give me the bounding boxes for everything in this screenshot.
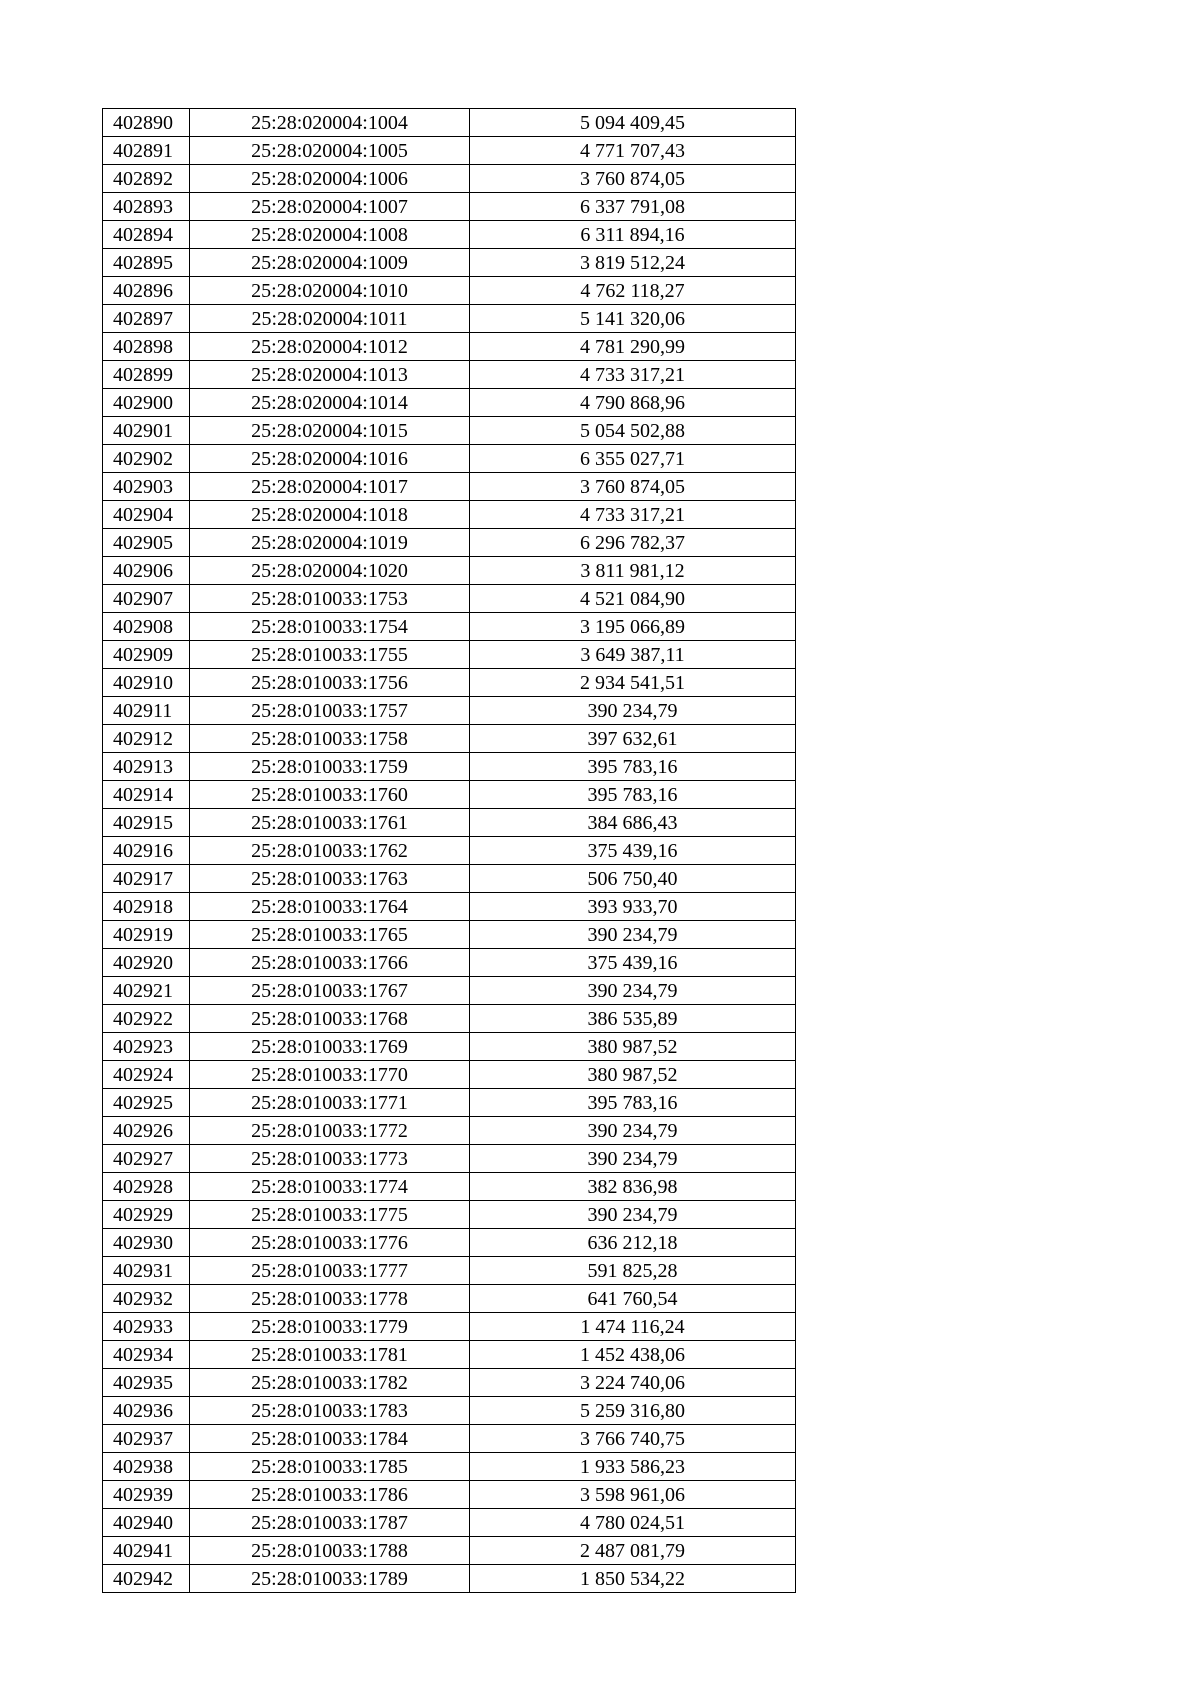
row-number-cell: 402890: [103, 109, 190, 137]
cadastral-value-cell: 5 054 502,88: [470, 417, 796, 445]
cadastral-number-cell: 25:28:010033:1785: [190, 1453, 470, 1481]
cadastral-value-cell: 3 195 066,89: [470, 613, 796, 641]
table-row: [103, 1341, 796, 1369]
table-row: [103, 1173, 796, 1201]
cadastral-value-cell: 4 781 290,99: [470, 333, 796, 361]
row-number-cell: 402911: [103, 697, 190, 725]
cadastral-number-cell: 25:28:010033:1761: [190, 809, 470, 837]
table-row: [103, 1257, 796, 1285]
table-row: [103, 221, 796, 249]
cadastral-number-cell: 25:28:010033:1775: [190, 1201, 470, 1229]
cadastral-number-cell: 25:28:010033:1756: [190, 669, 470, 697]
cadastral-number-cell: 25:28:010033:1764: [190, 893, 470, 921]
cadastral-value-cell: 1 850 534,22: [470, 1565, 796, 1593]
cadastral-number-cell: 25:28:020004:1010: [190, 277, 470, 305]
row-number-cell: 402930: [103, 1229, 190, 1257]
cadastral-number-cell: 25:28:020004:1005: [190, 137, 470, 165]
table-row: [103, 137, 796, 165]
cadastral-value-cell: 375 439,16: [470, 837, 796, 865]
cadastral-number-cell: 25:28:010033:1771: [190, 1089, 470, 1117]
table-row: [103, 165, 796, 193]
cadastral-value-cell: 591 825,28: [470, 1257, 796, 1285]
table-row: [103, 809, 796, 837]
row-number-cell: 402931: [103, 1257, 190, 1285]
row-number-cell: 402926: [103, 1117, 190, 1145]
cadastral-number-cell: 25:28:020004:1006: [190, 165, 470, 193]
row-number-cell: 402918: [103, 893, 190, 921]
cadastral-value-cell: 4 762 118,27: [470, 277, 796, 305]
cadastral-number-cell: 25:28:010033:1782: [190, 1369, 470, 1397]
row-number-cell: 402937: [103, 1425, 190, 1453]
table-row: [103, 1089, 796, 1117]
table-row: [103, 1537, 796, 1565]
cadastral-number-cell: 25:28:010033:1774: [190, 1173, 470, 1201]
cadastral-value-cell: 380 987,52: [470, 1033, 796, 1061]
table-row: [103, 1229, 796, 1257]
row-number-cell: 402922: [103, 1005, 190, 1033]
cadastral-number-cell: 25:28:010033:1787: [190, 1509, 470, 1537]
table-row: [103, 837, 796, 865]
cadastral-value-table: [102, 108, 796, 1593]
row-number-cell: 402892: [103, 165, 190, 193]
table-row: [103, 1397, 796, 1425]
cadastral-value-cell: 4 521 084,90: [470, 585, 796, 613]
row-number-cell: 402903: [103, 473, 190, 501]
table-row: [103, 557, 796, 585]
cadastral-value-cell: 3 811 981,12: [470, 557, 796, 585]
table-body: [103, 109, 796, 1593]
cadastral-value-cell: 397 632,61: [470, 725, 796, 753]
row-number-cell: 402893: [103, 193, 190, 221]
cadastral-number-cell: 25:28:020004:1014: [190, 389, 470, 417]
cadastral-value-cell: 3 766 740,75: [470, 1425, 796, 1453]
cadastral-number-cell: 25:28:010033:1755: [190, 641, 470, 669]
table-row: [103, 277, 796, 305]
table-row: [103, 753, 796, 781]
cadastral-value-cell: 3 649 387,11: [470, 641, 796, 669]
cadastral-value-cell: 4 780 024,51: [470, 1509, 796, 1537]
row-number-cell: 402899: [103, 361, 190, 389]
table-row: [103, 1565, 796, 1593]
cadastral-number-cell: 25:28:020004:1016: [190, 445, 470, 473]
row-number-cell: 402895: [103, 249, 190, 277]
row-number-cell: 402912: [103, 725, 190, 753]
table-row: [103, 977, 796, 1005]
cadastral-number-cell: 25:28:020004:1018: [190, 501, 470, 529]
cadastral-value-cell: 641 760,54: [470, 1285, 796, 1313]
row-number-cell: 402904: [103, 501, 190, 529]
cadastral-number-cell: 25:28:010033:1784: [190, 1425, 470, 1453]
table-row: [103, 921, 796, 949]
row-number-cell: 402916: [103, 837, 190, 865]
cadastral-value-cell: 390 234,79: [470, 977, 796, 1005]
cadastral-number-cell: 25:28:010033:1765: [190, 921, 470, 949]
row-number-cell: 402898: [103, 333, 190, 361]
cadastral-number-cell: 25:28:010033:1786: [190, 1481, 470, 1509]
cadastral-value-cell: 6 311 894,16: [470, 221, 796, 249]
table-row: [103, 361, 796, 389]
row-number-cell: 402908: [103, 613, 190, 641]
cadastral-value-cell: 380 987,52: [470, 1061, 796, 1089]
table-row: [103, 697, 796, 725]
cadastral-value-cell: 5 259 316,80: [470, 1397, 796, 1425]
cadastral-value-cell: 386 535,89: [470, 1005, 796, 1033]
table-row: [103, 893, 796, 921]
cadastral-number-cell: 25:28:010033:1779: [190, 1313, 470, 1341]
cadastral-value-cell: 6 337 791,08: [470, 193, 796, 221]
row-number-cell: 402919: [103, 921, 190, 949]
cadastral-value-cell: 6 355 027,71: [470, 445, 796, 473]
cadastral-number-cell: 25:28:010033:1772: [190, 1117, 470, 1145]
cadastral-number-cell: 25:28:020004:1007: [190, 193, 470, 221]
row-number-cell: 402896: [103, 277, 190, 305]
row-number-cell: 402935: [103, 1369, 190, 1397]
row-number-cell: 402905: [103, 529, 190, 557]
row-number-cell: 402901: [103, 417, 190, 445]
cadastral-value-cell: 4 771 707,43: [470, 137, 796, 165]
cadastral-value-cell: 390 234,79: [470, 1145, 796, 1173]
cadastral-value-cell: 1 452 438,06: [470, 1341, 796, 1369]
row-number-cell: 402929: [103, 1201, 190, 1229]
cadastral-value-cell: 3 598 961,06: [470, 1481, 796, 1509]
cadastral-number-cell: 25:28:010033:1759: [190, 753, 470, 781]
cadastral-value-cell: 395 783,16: [470, 781, 796, 809]
cadastral-value-cell: 5 141 320,06: [470, 305, 796, 333]
row-number-cell: 402921: [103, 977, 190, 1005]
row-number-cell: 402941: [103, 1537, 190, 1565]
cadastral-number-cell: 25:28:010033:1769: [190, 1033, 470, 1061]
cadastral-number-cell: 25:28:020004:1004: [190, 109, 470, 137]
row-number-cell: 402917: [103, 865, 190, 893]
row-number-cell: 402924: [103, 1061, 190, 1089]
table-row: [103, 193, 796, 221]
cadastral-number-cell: 25:28:010033:1762: [190, 837, 470, 865]
row-number-cell: 402909: [103, 641, 190, 669]
cadastral-value-cell: 3 760 874,05: [470, 165, 796, 193]
cadastral-value-cell: 3 819 512,24: [470, 249, 796, 277]
cadastral-number-cell: 25:28:010033:1763: [190, 865, 470, 893]
table-row: [103, 641, 796, 669]
cadastral-value-cell: 382 836,98: [470, 1173, 796, 1201]
row-number-cell: 402925: [103, 1089, 190, 1117]
row-number-cell: 402910: [103, 669, 190, 697]
cadastral-number-cell: 25:28:010033:1776: [190, 1229, 470, 1257]
cadastral-value-cell: 2 487 081,79: [470, 1537, 796, 1565]
row-number-cell: 402940: [103, 1509, 190, 1537]
cadastral-value-cell: 4 790 868,96: [470, 389, 796, 417]
table-row: [103, 613, 796, 641]
table-row: [103, 1285, 796, 1313]
row-number-cell: 402923: [103, 1033, 190, 1061]
table-row: [103, 1061, 796, 1089]
cadastral-value-cell: 2 934 541,51: [470, 669, 796, 697]
cadastral-number-cell: 25:28:020004:1020: [190, 557, 470, 585]
row-number-cell: 402928: [103, 1173, 190, 1201]
cadastral-value-cell: 506 750,40: [470, 865, 796, 893]
cadastral-value-cell: 375 439,16: [470, 949, 796, 977]
row-number-cell: 402915: [103, 809, 190, 837]
table-row: [103, 949, 796, 977]
cadastral-value-cell: 6 296 782,37: [470, 529, 796, 557]
table-row: [103, 305, 796, 333]
cadastral-number-cell: 25:28:010033:1768: [190, 1005, 470, 1033]
table-row: [103, 1313, 796, 1341]
row-number-cell: 402920: [103, 949, 190, 977]
row-number-cell: 402936: [103, 1397, 190, 1425]
table-row: [103, 1117, 796, 1145]
row-number-cell: 402907: [103, 585, 190, 613]
cadastral-number-cell: 25:28:010033:1766: [190, 949, 470, 977]
table-row: [103, 473, 796, 501]
cadastral-number-cell: 25:28:010033:1770: [190, 1061, 470, 1089]
cadastral-number-cell: 25:28:020004:1013: [190, 361, 470, 389]
table-row: [103, 1005, 796, 1033]
cadastral-number-cell: 25:28:010033:1754: [190, 613, 470, 641]
cadastral-value-cell: 395 783,16: [470, 1089, 796, 1117]
table-row: [103, 1509, 796, 1537]
row-number-cell: 402933: [103, 1313, 190, 1341]
row-number-cell: 402913: [103, 753, 190, 781]
cadastral-value-cell: 390 234,79: [470, 1201, 796, 1229]
row-number-cell: 402932: [103, 1285, 190, 1313]
table-row: [103, 1033, 796, 1061]
table-row: [103, 1201, 796, 1229]
row-number-cell: 402897: [103, 305, 190, 333]
table-row: [103, 109, 796, 137]
cadastral-number-cell: 25:28:020004:1015: [190, 417, 470, 445]
cadastral-value-cell: 390 234,79: [470, 1117, 796, 1145]
row-number-cell: 402927: [103, 1145, 190, 1173]
table-row: [103, 1481, 796, 1509]
table-row: [103, 585, 796, 613]
cadastral-value-cell: 390 234,79: [470, 921, 796, 949]
cadastral-value-cell: 4 733 317,21: [470, 501, 796, 529]
cadastral-value-cell: 1 933 586,23: [470, 1453, 796, 1481]
table-row: [103, 1425, 796, 1453]
row-number-cell: 402891: [103, 137, 190, 165]
table-row: [103, 333, 796, 361]
row-number-cell: 402914: [103, 781, 190, 809]
cadastral-value-cell: 4 733 317,21: [470, 361, 796, 389]
table-row: [103, 501, 796, 529]
cadastral-number-cell: 25:28:010033:1788: [190, 1537, 470, 1565]
cadastral-number-cell: 25:28:010033:1773: [190, 1145, 470, 1173]
cadastral-number-cell: 25:28:020004:1019: [190, 529, 470, 557]
cadastral-number-cell: 25:28:010033:1789: [190, 1565, 470, 1593]
cadastral-number-cell: 25:28:010033:1760: [190, 781, 470, 809]
table-row: [103, 669, 796, 697]
table-row: [103, 725, 796, 753]
table-row: [103, 249, 796, 277]
cadastral-number-cell: 25:28:020004:1009: [190, 249, 470, 277]
cadastral-number-cell: 25:28:010033:1783: [190, 1397, 470, 1425]
cadastral-value-cell: 384 686,43: [470, 809, 796, 837]
cadastral-value-cell: 3 760 874,05: [470, 473, 796, 501]
table-row: [103, 865, 796, 893]
table-row: [103, 529, 796, 557]
cadastral-value-cell: 395 783,16: [470, 753, 796, 781]
row-number-cell: 402938: [103, 1453, 190, 1481]
cadastral-value-cell: 3 224 740,06: [470, 1369, 796, 1397]
cadastral-number-cell: 25:28:010033:1767: [190, 977, 470, 1005]
row-number-cell: 402934: [103, 1341, 190, 1369]
row-number-cell: 402939: [103, 1481, 190, 1509]
cadastral-number-cell: 25:28:020004:1012: [190, 333, 470, 361]
cadastral-number-cell: 25:28:010033:1778: [190, 1285, 470, 1313]
table-row: [103, 1145, 796, 1173]
table-row: [103, 1369, 796, 1397]
table-row: [103, 389, 796, 417]
cadastral-number-cell: 25:28:020004:1008: [190, 221, 470, 249]
cadastral-number-cell: 25:28:010033:1758: [190, 725, 470, 753]
cadastral-value-cell: 1 474 116,24: [470, 1313, 796, 1341]
row-number-cell: 402900: [103, 389, 190, 417]
cadastral-value-cell: 390 234,79: [470, 697, 796, 725]
table-row: [103, 445, 796, 473]
cadastral-number-cell: 25:28:020004:1011: [190, 305, 470, 333]
cadastral-value-cell: 636 212,18: [470, 1229, 796, 1257]
table-row: [103, 1453, 796, 1481]
cadastral-number-cell: 25:28:010033:1753: [190, 585, 470, 613]
cadastral-value-cell: 393 933,70: [470, 893, 796, 921]
row-number-cell: 402906: [103, 557, 190, 585]
cadastral-number-cell: 25:28:020004:1017: [190, 473, 470, 501]
row-number-cell: 402942: [103, 1565, 190, 1593]
table-row: [103, 417, 796, 445]
row-number-cell: 402894: [103, 221, 190, 249]
cadastral-number-cell: 25:28:010033:1781: [190, 1341, 470, 1369]
cadastral-number-cell: 25:28:010033:1777: [190, 1257, 470, 1285]
table-row: [103, 781, 796, 809]
cadastral-value-cell: 5 094 409,45: [470, 109, 796, 137]
row-number-cell: 402902: [103, 445, 190, 473]
cadastral-number-cell: 25:28:010033:1757: [190, 697, 470, 725]
